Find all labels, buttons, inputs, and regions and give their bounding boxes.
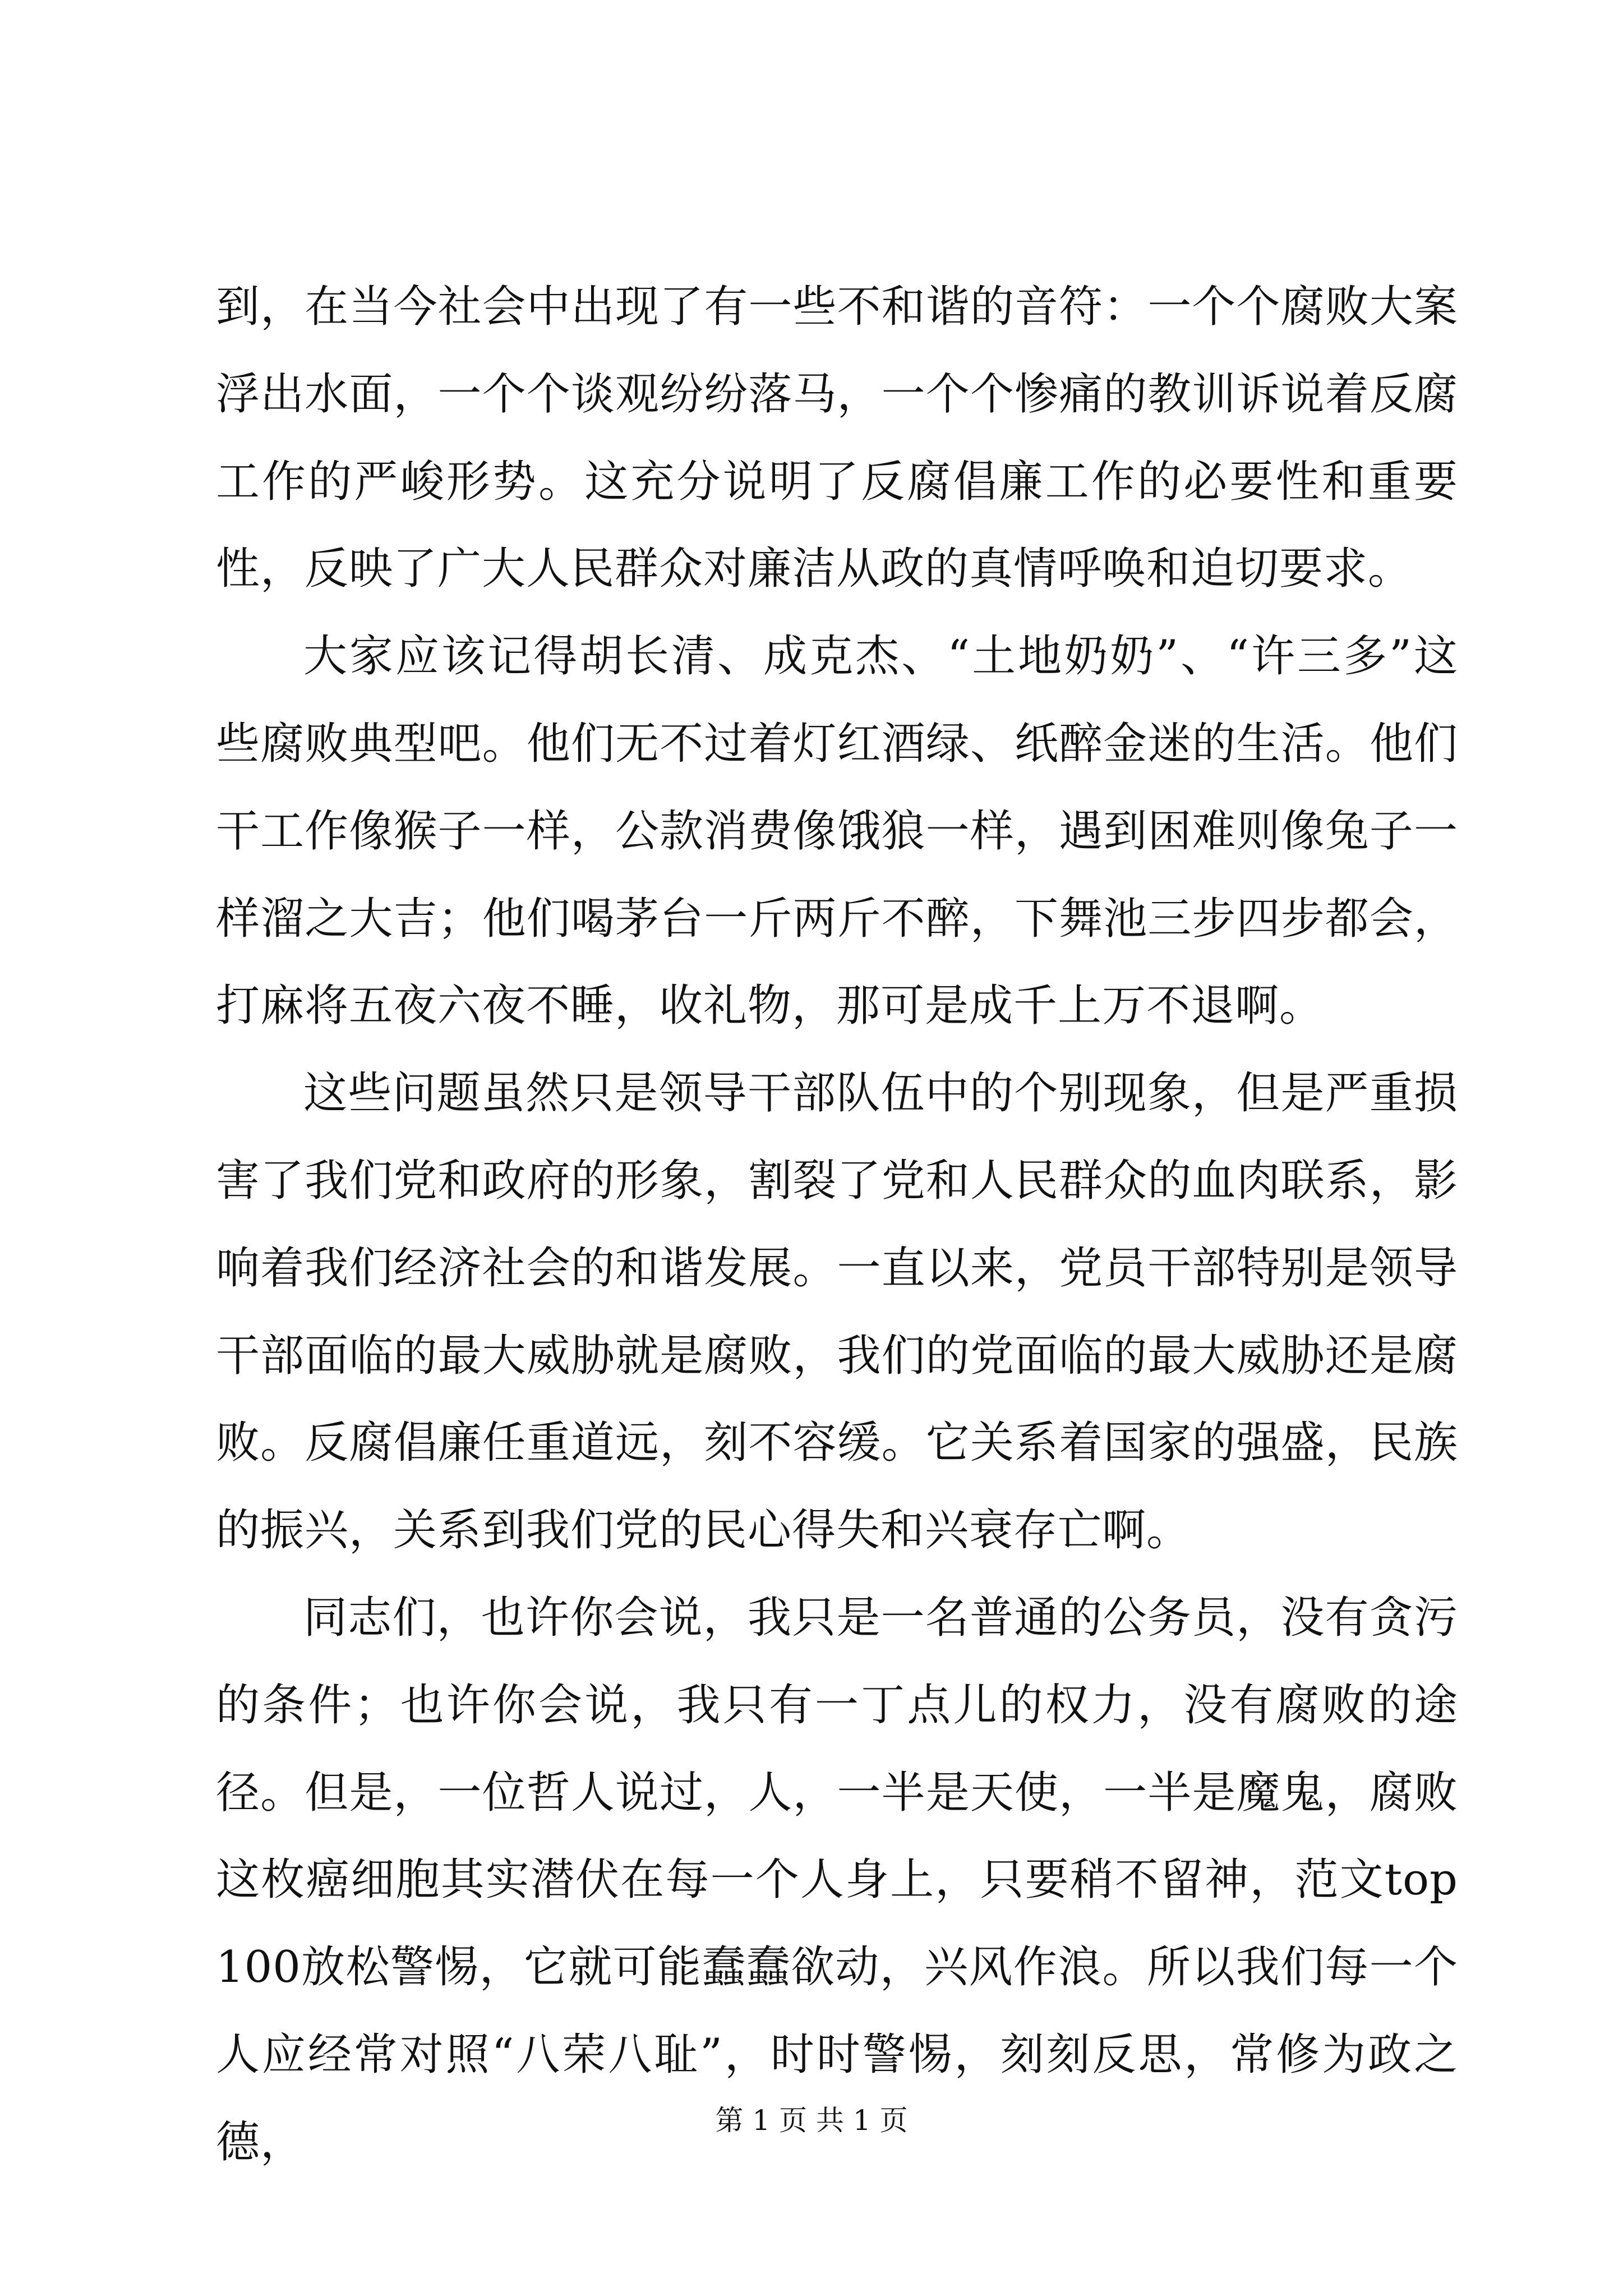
paragraph-4: 同志们，也许你会说，我只是一名普通的公务员，没有贪污的条件；也许你会说，我只有一丁点儿的权力，没有腐败的途径。但是，一位哲人说过，人，一半是天使，一半是魔鬼，腐败这枚癌细胞其实潜伏在每一个人身上，只要稍不留神，范文top100放松警惕，它就可能蠢蠢欲动，兴风作浪。所以我们每一个人应经常对照“八荣八耻”，时时警惕，刻刻反思，常修为政之德，	[216, 1592, 1458, 2168]
page-number-footer: 第 1 页 共 1 页	[715, 2104, 908, 2137]
paragraph-1: 到，在当今社会中出现了有一些不和谐的音符：一个个腐败大案浮出水面，一个个谈观纷纷落马，一个个惨痛的教训诉说着反腐工作的严峻形势。这充分说明了反腐倡廉工作的必要性和重要性，反映了广大人民群众对廉洁从政的真情呼唤和迫切要求。	[216, 282, 1458, 595]
document-body	[216, 264, 1458, 2187]
paragraph-3: 这些问题虽然只是领导干部队伍中的个别现象，但是严重损害了我们党和政府的形象，割裂了党和人民群众的血肉联系，影响着我们经济社会的和谐发展。一直以来，党员干部特别是领导干部面临的最大威胁就是腐败，我们的党面临的最大威胁还是腐败。反腐倡廉任重道远，刻不容缓。它关系着国家的强盛，民族的振兴，关系到我们党的民心得失和兴衰存亡啊。	[216, 1068, 1458, 1556]
paragraph-2: 大家应该记得胡长清、成克杰、“土地奶奶”、“许三多”这些腐败典型吧。他们无不过着灯红酒绿、纸醉金迷的生活。他们干工作像猴子一样，公款消费像饿狼一样，遇到困难则像兔子一样溜之大吉；他们喝茅台一斤两斤不醉，下舞池三步四步都会，打麻将五夜六夜不睡，收礼物，那可是成千上万不退啊。	[216, 631, 1458, 1032]
